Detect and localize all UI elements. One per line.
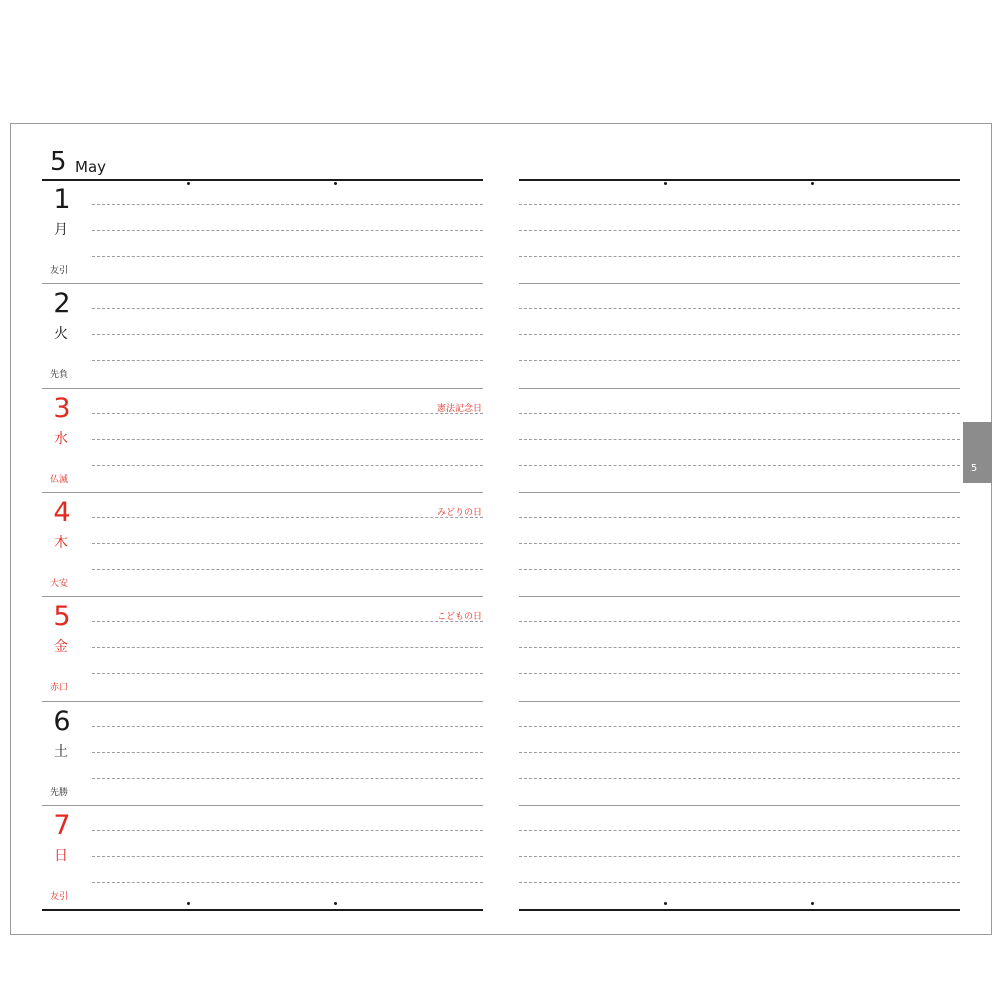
day-weekday: 金: [54, 639, 68, 655]
day-rokuyo: 大安: [50, 579, 69, 589]
writing-line[interactable]: [519, 621, 960, 622]
guide-dot: [187, 182, 190, 185]
writing-line[interactable]: [92, 647, 483, 648]
writing-line[interactable]: [92, 673, 483, 674]
month-number: 5: [50, 147, 67, 177]
writing-line[interactable]: [92, 726, 483, 727]
day-rokuyo: 赤口: [50, 683, 69, 693]
day-weekday: 木: [54, 535, 68, 551]
guide-dot: [334, 902, 337, 905]
writing-line[interactable]: [519, 778, 960, 779]
guide-dot: [334, 182, 337, 185]
writing-line[interactable]: [92, 334, 483, 335]
day-number: 4: [53, 497, 71, 528]
top-rule: [519, 179, 960, 181]
day-rokuyo: 友引: [50, 266, 69, 276]
writing-line[interactable]: [92, 517, 483, 518]
day-separator: [519, 283, 960, 284]
writing-line[interactable]: [92, 569, 483, 570]
holiday-name: みどりの日: [436, 508, 482, 518]
day-rokuyo: 先勝: [50, 788, 69, 798]
writing-line[interactable]: [519, 230, 960, 231]
writing-line[interactable]: [519, 726, 960, 727]
writing-line[interactable]: [519, 204, 960, 205]
day-separator: [519, 492, 960, 493]
top-rule: [42, 179, 483, 181]
writing-line[interactable]: [92, 543, 483, 544]
day-separator: [519, 388, 960, 389]
writing-line[interactable]: [519, 882, 960, 883]
writing-line[interactable]: [92, 439, 483, 440]
day-weekday: 火: [54, 326, 68, 342]
writing-line[interactable]: [92, 308, 483, 309]
day-rokuyo: 友引: [50, 892, 69, 902]
writing-line[interactable]: [92, 360, 483, 361]
guide-dot: [811, 182, 814, 185]
writing-line[interactable]: [92, 465, 483, 466]
day-separator: [42, 492, 483, 493]
writing-line[interactable]: [519, 543, 960, 544]
day-separator: [519, 596, 960, 597]
writing-line[interactable]: [519, 856, 960, 857]
month-name: May: [75, 158, 107, 176]
writing-line[interactable]: [92, 621, 483, 622]
holiday-name: 憲法記念日: [436, 404, 482, 414]
writing-line[interactable]: [92, 752, 483, 753]
guide-dot: [187, 902, 190, 905]
writing-line[interactable]: [519, 517, 960, 518]
writing-line[interactable]: [519, 673, 960, 674]
day-number: 2: [53, 288, 71, 319]
guide-dot: [664, 902, 667, 905]
planner-spread: [10, 123, 992, 935]
holiday-name: こどもの日: [436, 612, 482, 622]
writing-line[interactable]: [519, 569, 960, 570]
writing-line[interactable]: [519, 308, 960, 309]
day-separator: [42, 596, 483, 597]
day-number: 3: [53, 393, 71, 424]
writing-line[interactable]: [92, 856, 483, 857]
writing-line[interactable]: [92, 230, 483, 231]
guide-dot: [811, 902, 814, 905]
day-weekday: 月: [54, 222, 68, 238]
writing-line[interactable]: [92, 413, 483, 414]
day-weekday: 水: [54, 431, 68, 447]
day-number: 1: [53, 184, 71, 215]
writing-line[interactable]: [519, 830, 960, 831]
day-separator: [519, 701, 960, 702]
day-separator: [42, 805, 483, 806]
writing-line[interactable]: [519, 256, 960, 257]
guide-dot: [664, 182, 667, 185]
writing-line[interactable]: [519, 413, 960, 414]
writing-line[interactable]: [92, 882, 483, 883]
day-number: 5: [53, 601, 71, 632]
day-rokuyo: 仏滅: [50, 475, 69, 485]
writing-line[interactable]: [519, 360, 960, 361]
writing-line[interactable]: [519, 465, 960, 466]
day-separator: [42, 388, 483, 389]
writing-line[interactable]: [92, 204, 483, 205]
bottom-rule: [42, 909, 483, 911]
day-weekday: 日: [54, 848, 68, 864]
month-index-tab-label: 5: [970, 463, 978, 474]
day-separator: [519, 805, 960, 806]
day-rokuyo: 先負: [50, 370, 69, 380]
day-number: 6: [53, 706, 71, 737]
writing-line[interactable]: [519, 334, 960, 335]
writing-line[interactable]: [92, 778, 483, 779]
writing-line[interactable]: [519, 439, 960, 440]
writing-line[interactable]: [519, 647, 960, 648]
writing-line[interactable]: [92, 830, 483, 831]
writing-line[interactable]: [519, 752, 960, 753]
day-separator: [42, 701, 483, 702]
day-separator: [42, 283, 483, 284]
writing-line[interactable]: [92, 256, 483, 257]
day-number: 7: [53, 810, 71, 841]
bottom-rule: [519, 909, 960, 911]
day-weekday: 土: [54, 744, 68, 760]
